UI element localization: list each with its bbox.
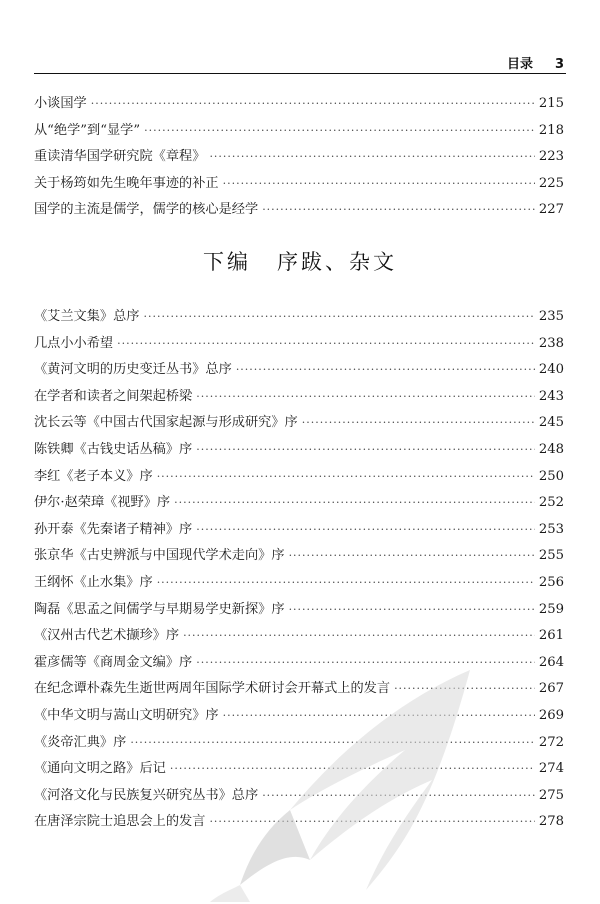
dot-leader — [236, 357, 535, 384]
toc-entry — [34, 384, 564, 411]
toc-entry — [34, 437, 564, 464]
toc-entry-page: 245 — [538, 415, 564, 431]
toc-entry-page: 255 — [538, 548, 564, 564]
dot-leader — [289, 597, 535, 624]
toc-entry-title: 《河洛文化与民族复兴研究丛书》总序 — [34, 787, 259, 803]
toc-entry-title: 《黄河文明的历史变迁丛书》总序 — [34, 362, 232, 378]
toc-entry-title: 国学的主流是儒学，儒学的核心是经学 — [34, 202, 259, 217]
dot-leader — [196, 384, 535, 411]
running-header — [34, 48, 566, 72]
toc-entry-title: 《艾兰文集》总序 — [34, 309, 140, 324]
toc-entry-page: 261 — [538, 628, 564, 644]
toc-entry — [34, 357, 564, 384]
dot-leader — [117, 331, 535, 358]
toc-entry-page: 259 — [538, 601, 564, 617]
toc-entry-title: 沈长云等《中国古代国家起源与形成研究》序 — [34, 415, 298, 431]
header-page-number: 3 — [554, 57, 564, 72]
toc-entry-page: 240 — [538, 362, 564, 378]
toc-entry-title: 在唐泽宗院士追思会上的发言 — [34, 814, 206, 830]
toc-entry-title: 从“绝学”到“显学” — [34, 122, 141, 138]
dot-leader — [223, 171, 535, 198]
toc-entry-title: 陶磊《思孟之间儒学与早期易学史新探》序 — [34, 601, 285, 617]
toc-entry-page: 264 — [538, 654, 564, 670]
toc-entry-page: 225 — [538, 175, 564, 191]
toc-list-upper — [34, 91, 564, 224]
toc-entry-title: 小谈国学 — [34, 96, 87, 111]
dot-leader — [157, 570, 535, 597]
dot-leader — [144, 304, 535, 331]
toc-entry-title: 《汉州古代艺术撷珍》序 — [34, 628, 180, 644]
section-heading — [0, 246, 600, 276]
toc-entry-title: 张京华《古史辨派与中国现代学术走向》序 — [34, 548, 285, 564]
toc-entry — [34, 91, 564, 118]
toc-entry-page: 243 — [538, 388, 564, 404]
toc-entry-title: 《通向文明之路》后记 — [34, 761, 166, 777]
toc-entry-page: 218 — [538, 122, 564, 138]
toc-entry-title: 《中华文明与嵩山文明研究》序 — [34, 707, 219, 723]
toc-entry-page: 278 — [538, 814, 564, 830]
toc-entry-title: 在纪念谭朴森先生逝世两周年国际学术研讨会开幕式上的发言 — [34, 681, 391, 697]
toc-entry — [34, 144, 564, 171]
dot-leader — [157, 464, 535, 491]
toc-entry-page: 248 — [538, 441, 564, 457]
toc-entry-page: 274 — [538, 761, 564, 777]
dot-leader — [196, 517, 535, 544]
toc-entry — [34, 570, 564, 597]
toc-entry-page: 272 — [538, 734, 564, 750]
toc-entry-page: 238 — [538, 335, 564, 351]
toc-entry — [34, 410, 564, 437]
toc-entry-page: 269 — [538, 707, 564, 723]
toc-entry-title: 重读清华国学研究院《章程》 — [34, 149, 206, 164]
toc-entry — [34, 464, 564, 491]
dot-leader — [196, 437, 535, 464]
toc-entry-title: 关于杨筠如先生晚年事迹的补正 — [34, 175, 219, 191]
section-name: 序跋、杂文 — [277, 250, 397, 274]
toc-entry — [34, 118, 564, 145]
toc-entry — [34, 490, 564, 517]
dot-leader — [289, 543, 535, 570]
toc-entry-page: 215 — [538, 96, 564, 111]
toc-entry — [34, 597, 564, 624]
header-rule — [34, 73, 566, 74]
toc-entry-title: 在学者和读者之间架起桥梁 — [34, 388, 193, 404]
toc-entry-page: 275 — [538, 787, 564, 803]
toc-entry-title: 孙开泰《先秦诸子精神》序 — [34, 521, 193, 537]
toc-entry-page: 235 — [538, 309, 564, 324]
toc-entry-page: 267 — [538, 681, 564, 697]
toc-entry — [34, 543, 564, 570]
toc-entry-page: 252 — [538, 495, 564, 511]
toc-entry — [34, 197, 564, 224]
toc-entry — [34, 171, 564, 198]
toc-entry-page: 250 — [538, 468, 564, 484]
toc-entry-page: 256 — [538, 574, 564, 590]
toc-entry-title: 几点小小希望 — [34, 335, 114, 351]
toc-entry-title: 王纲怀《止水集》序 — [34, 574, 153, 590]
dot-leader — [174, 490, 535, 517]
toc-entry — [34, 517, 564, 544]
dot-leader — [91, 91, 535, 118]
toc-entry-title: 伊尔·赵荣璋《视野》序 — [34, 495, 171, 511]
toc-entry-title: 李红《老子本义》序 — [34, 468, 153, 484]
dot-leader — [209, 144, 534, 171]
watermark-bird-graphic — [170, 640, 490, 904]
dot-leader — [144, 118, 535, 145]
toc-entry — [34, 304, 564, 331]
dot-leader — [302, 410, 535, 437]
toc-entry — [34, 331, 564, 358]
toc-entry-title: 《炎帝汇典》序 — [34, 734, 127, 750]
toc-entry-title: 霍彦儒等《商周金文编》序 — [34, 654, 193, 670]
toc-entry-page: 227 — [538, 202, 564, 217]
toc-entry-page: 223 — [538, 149, 564, 164]
dot-leader — [262, 197, 535, 224]
toc-entry-page: 253 — [538, 521, 564, 537]
section-part: 下编 — [203, 250, 251, 274]
toc-entry-title: 陈铁卿《古钱史话丛稿》序 — [34, 441, 193, 457]
header-section-label: 目录 — [506, 57, 533, 72]
